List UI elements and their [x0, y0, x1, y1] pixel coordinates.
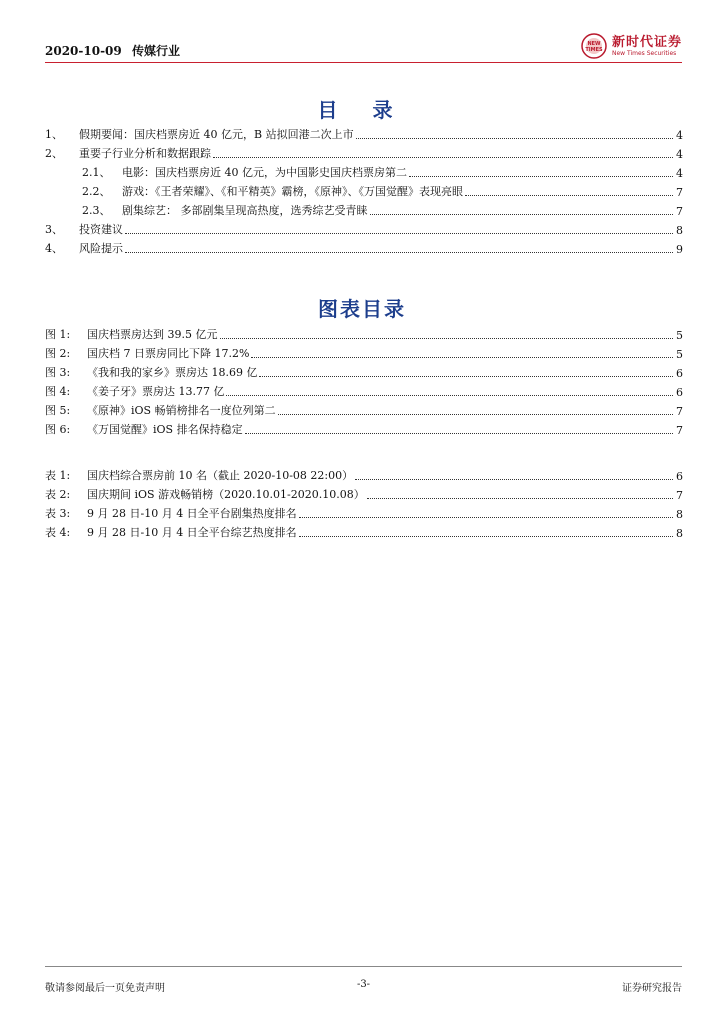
figure-entry-page: 6 [676, 386, 683, 399]
header-divider [45, 62, 682, 63]
dot-leader [370, 214, 674, 215]
toc-entry-number: 2、 [45, 147, 63, 160]
figure-entry-label: 《姜子牙》票房达 13.77 亿 [87, 385, 225, 398]
dot-leader [355, 479, 673, 480]
figure-entry-label: 《万国觉醒》iOS 排名保持稳定 [87, 423, 243, 436]
figure-entry[interactable] [45, 402, 683, 418]
table-entry[interactable] [45, 505, 683, 521]
figure-entry-page: 7 [676, 405, 683, 418]
figure-entry-page: 6 [676, 367, 683, 380]
figure-entry-number: 图 6: [45, 423, 71, 436]
table-entry-page: 6 [676, 470, 683, 483]
svg-text:TIMES: TIMES [585, 47, 603, 53]
toc-entry-page: 7 [676, 205, 683, 218]
table-entry-page: 7 [676, 489, 683, 502]
dot-leader [259, 376, 673, 377]
toc-entry-number: 1、 [45, 128, 63, 141]
table-entry-label: 9 月 28 日-10 月 4 日全平台综艺热度排名 [87, 526, 297, 539]
table-entry-number: 表 3: [45, 507, 71, 520]
toc-entry-number: 2.1、 [82, 166, 111, 179]
dot-leader [367, 498, 673, 499]
dot-leader [251, 357, 673, 358]
table-entry-label: 国庆档综合票房前 10 名（截止 2020-10-08 22:00） [87, 469, 354, 482]
figure-list-title: 图表目录 [318, 297, 406, 321]
figure-entry-label: 国庆档票房达到 39.5 亿元 [87, 328, 218, 341]
dot-leader [465, 195, 673, 196]
figure-entry-label: 国庆档 7 日票房同比下降 17.2% [87, 347, 250, 360]
toc-entry-label: 游戏：《王者荣耀》、《和平精英》霸榜，《原神》、《万国觉醒》表现亮眼 [122, 185, 463, 198]
figure-entry-page: 5 [676, 329, 683, 342]
footer-divider [45, 966, 682, 967]
dot-leader [299, 536, 673, 537]
table-entry-label: 9 月 28 日-10 月 4 日全平台剧集热度排名 [87, 507, 297, 520]
toc-entry[interactable] [45, 126, 683, 142]
dot-leader [356, 138, 673, 139]
toc-entry-page: 9 [676, 243, 683, 256]
svg-text:NEW: NEW [587, 41, 601, 47]
toc-entry-page: 4 [676, 167, 683, 180]
figure-entry-label: 《我和我的家乡》票房达 18.69 亿 [87, 366, 258, 379]
toc-entry-page: 4 [676, 129, 683, 142]
toc-entry[interactable] [45, 183, 683, 199]
dot-leader [220, 338, 674, 339]
table-entry[interactable] [45, 467, 683, 483]
toc-entry-number: 2.2、 [82, 185, 111, 198]
figure-entry-number: 图 1: [45, 328, 71, 341]
figure-entry-page: 5 [676, 348, 683, 361]
table-entry-label: 国庆期间 iOS 游戏畅销榜（2020.10.01-2020.10.08） [87, 488, 365, 501]
dot-leader [409, 176, 673, 177]
table-entry-page: 8 [676, 508, 683, 521]
toc-entry[interactable] [45, 145, 683, 161]
brand-logo [580, 32, 682, 60]
table-entry[interactable] [45, 486, 683, 502]
figure-entry[interactable] [45, 421, 683, 437]
toc-entry-page: 4 [676, 148, 683, 161]
table-entry-number: 表 2: [45, 488, 71, 501]
figure-entry-number: 图 2: [45, 347, 71, 360]
toc-entry-number: 2.3、 [82, 204, 111, 217]
dot-leader [213, 157, 673, 158]
table-entry[interactable] [45, 524, 683, 540]
toc-entry-page: 8 [676, 224, 683, 237]
dot-leader [125, 233, 673, 234]
figure-entry-number: 图 4: [45, 385, 71, 398]
toc-entry-number: 3、 [45, 223, 63, 236]
table-entry-number: 表 1: [45, 469, 71, 482]
report-date: 2020-10-09 [45, 44, 122, 58]
toc-entry-page: 7 [676, 186, 683, 199]
figure-entry-page: 7 [676, 424, 683, 437]
logo-mark-icon [580, 32, 608, 60]
toc-title: 目 录 [317, 98, 407, 122]
toc-entry[interactable] [45, 164, 683, 180]
page-header [45, 32, 682, 62]
toc-entry-label: 假期要闻：国庆档票房近 40 亿元，B 站拟回港二次上市 [79, 128, 354, 141]
brand-name-cn: 新时代证券 [611, 34, 682, 50]
figure-entry[interactable] [45, 345, 683, 361]
toc-entry-label: 剧集综艺： 多部剧集呈现高热度，选秀综艺受青睐 [122, 204, 368, 217]
toc-entry-label: 投资建议 [79, 223, 123, 236]
dot-leader [125, 252, 673, 253]
toc-entry[interactable] [45, 202, 683, 218]
toc-entry-label: 风险提示 [79, 242, 123, 255]
disclaimer-note: 敬请参阅最后一页免责声明 [45, 983, 165, 994]
figure-entry-label: 《原神》iOS 畅销榜排名一度位列第二 [87, 404, 276, 417]
figure-entry-number: 图 5: [45, 404, 71, 417]
page-number: -3- [356, 979, 371, 990]
toc-entry-label: 电影：国庆档票房近 40 亿元，为中国影史国庆档票房第二 [122, 166, 407, 179]
toc-entry-label: 重要子行业分析和数据跟踪 [79, 147, 211, 160]
report-type: 证券研究报告 [622, 983, 682, 994]
table-entry-page: 8 [676, 527, 683, 540]
toc-entry[interactable] [45, 221, 683, 237]
toc-entry-number: 4、 [45, 242, 63, 255]
dot-leader [299, 517, 673, 518]
header-info [45, 42, 186, 59]
dot-leader [278, 414, 673, 415]
dot-leader [245, 433, 673, 434]
brand-name-en: New Times Securities [611, 49, 677, 57]
report-sector: 传媒行业 [131, 44, 180, 58]
table-entry-number: 表 4: [45, 526, 71, 539]
figure-entry[interactable] [45, 383, 683, 399]
dot-leader [226, 395, 673, 396]
figure-entry-number: 图 3: [45, 366, 71, 379]
toc-entry[interactable] [45, 240, 683, 256]
figure-entry[interactable] [45, 326, 683, 342]
figure-entry[interactable] [45, 364, 683, 380]
